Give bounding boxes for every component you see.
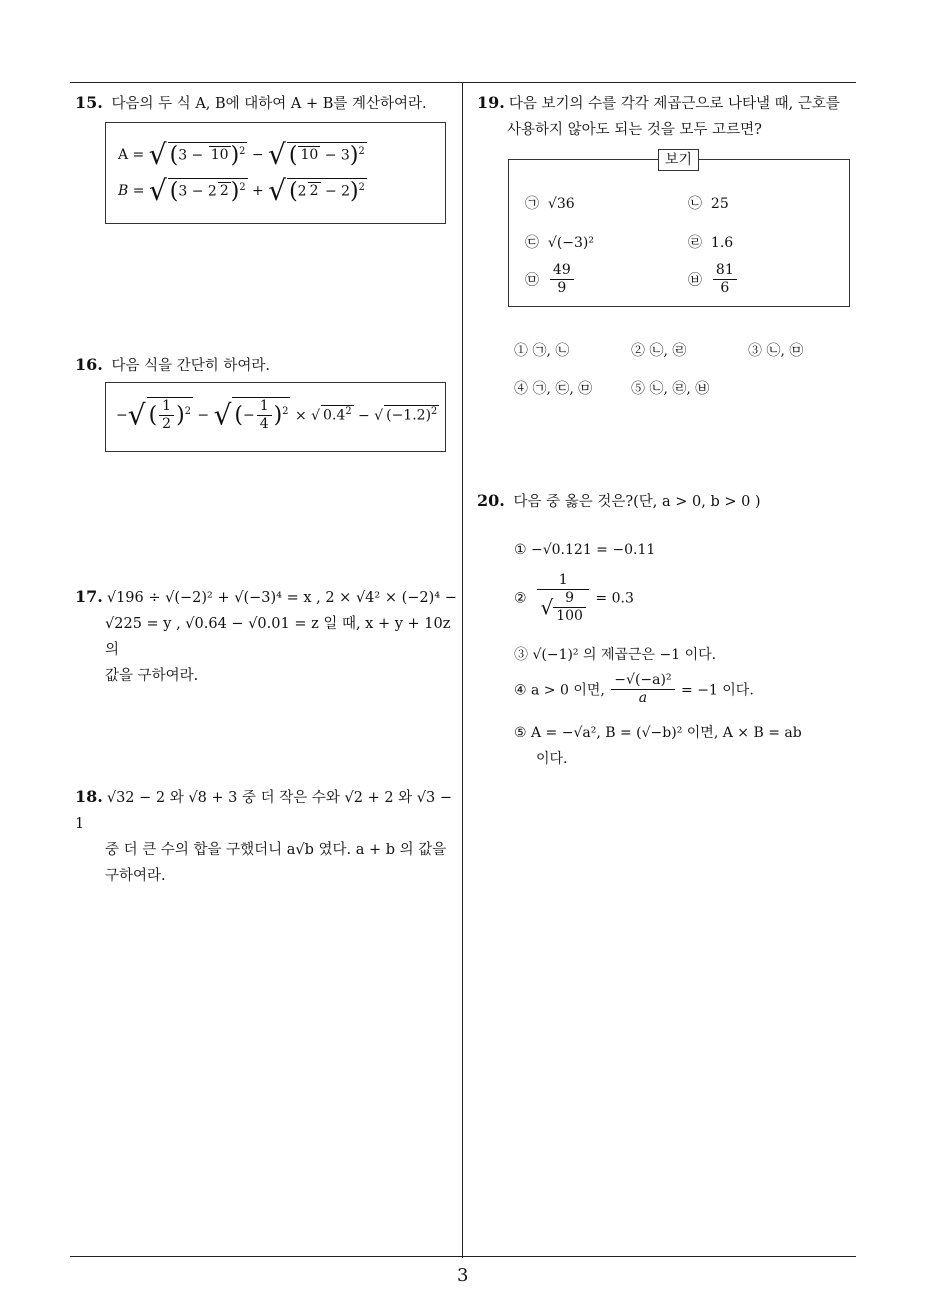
question-20 [477, 488, 862, 515]
question-number: 16. [75, 355, 103, 374]
q18-line-3: 구하여라. [105, 868, 166, 884]
bogi-item-5: ㉤ $\frac{49}{9}$ [525, 262, 576, 297]
question-18 [75, 784, 460, 889]
q20-option-2[interactable]: ② 1 √ $\frac{9}{100}$ = 0.3 [514, 572, 634, 624]
question-text: 다음의 두 식 A, B에 대하여 A + B를 계산하여라. [111, 96, 427, 112]
q18-line-1: √32 − 2 와 √8 + 3 중 더 작은 수와 √2 + 2 와 √3 − 1 [75, 790, 453, 832]
q20-option-5[interactable]: ⑤ A = −√a², B = (√−b)² 이면, A × B = ab 이다. [514, 725, 802, 767]
question-19 [477, 90, 862, 143]
bogi-title: 보기 [658, 149, 699, 171]
q17-line-2: √225 = y , √0.64 − √0.01 = z 일 때, x + y + 10z 의 [105, 616, 451, 658]
q19-option-4[interactable]: ④ ㉠, ㉢, ㉤ [514, 381, 593, 397]
q19-line-1: 다음 보기의 수를 각각 제곱근으로 나타낼 때, 근호를 [508, 96, 840, 112]
question-number: 20. [477, 491, 505, 510]
q18-line-2: 중 더 큰 수의 합을 구했더니 a√b 였다. a + b 의 값을 [105, 842, 447, 858]
q20-option-3[interactable]: ③ √(−1)² 의 제곱근은 −1 이다. [514, 647, 717, 663]
question-number: 17. [75, 587, 103, 606]
q16-expression-box [105, 382, 446, 452]
question-15 [75, 90, 455, 117]
question-16 [75, 352, 455, 379]
q15-line-b: B = √ (3 − 2 2)$^2$ + √ (2 2 − 2)$^2$ [118, 174, 365, 207]
q20-option-4[interactable]: ④ a > 0 이면, $\frac{\text{−√(−a)²}}{a}$ = −1 이다. [514, 672, 754, 706]
page-number: 3 [457, 1265, 469, 1286]
question-number: 15. [75, 93, 103, 112]
q20-option-1[interactable]: ① −√0.121 = −0.11 [514, 542, 656, 558]
q19-option-5[interactable]: ⑤ ㉡, ㉣, ㉥ [631, 381, 710, 397]
column-divider [462, 82, 463, 1258]
question-text: 다음 식을 간단히 하여라. [111, 358, 270, 374]
q17-line-3: 값을 구하여라. [105, 668, 199, 684]
bogi-item-2: ㉡ 25 [688, 196, 729, 212]
bogi-item-6: ㉥ $\frac{81}{6}$ [688, 262, 739, 297]
bogi-item-4: ㉣ 1.6 [688, 235, 734, 251]
q16-expression: −√ ( $\frac{1}{2}$ )$^2$ − √ (− $\frac{1}{4}$ )$^2$ × √ $0.4^2$ − √ $(-1.2)^2$ [116, 398, 438, 432]
bogi-item-1: ㉠ √36 [525, 196, 575, 212]
q19-option-3[interactable]: ③ ㉡, ㉤ [748, 343, 804, 359]
bottom-rule [70, 1256, 856, 1257]
q15-line-a: A = √ $(3 - 10)^2$ − √ ( 10 − 3)$^2$ [118, 138, 365, 171]
q19-option-2[interactable]: ② ㉡, ㉣ [631, 343, 687, 359]
q15-expression-box [105, 122, 446, 224]
question-17 [75, 584, 460, 689]
question-number: 19. [477, 93, 505, 112]
q19-line-2: 사용하지 않아도 되는 것을 모두 고르면? [507, 122, 762, 138]
q19-option-1[interactable]: ① ㉠, ㉡ [514, 343, 570, 359]
q17-line-1: √196 ÷ √(−2)² + √(−3)⁴ = x , 2 × √4² × (−2)⁴ − [106, 590, 457, 606]
question-text: 다음 중 옳은 것은?(단, a > 0, b > 0 ) [513, 494, 761, 510]
question-number: 18. [75, 787, 103, 806]
bogi-item-3: ㉢ √(−3)² [525, 235, 595, 251]
